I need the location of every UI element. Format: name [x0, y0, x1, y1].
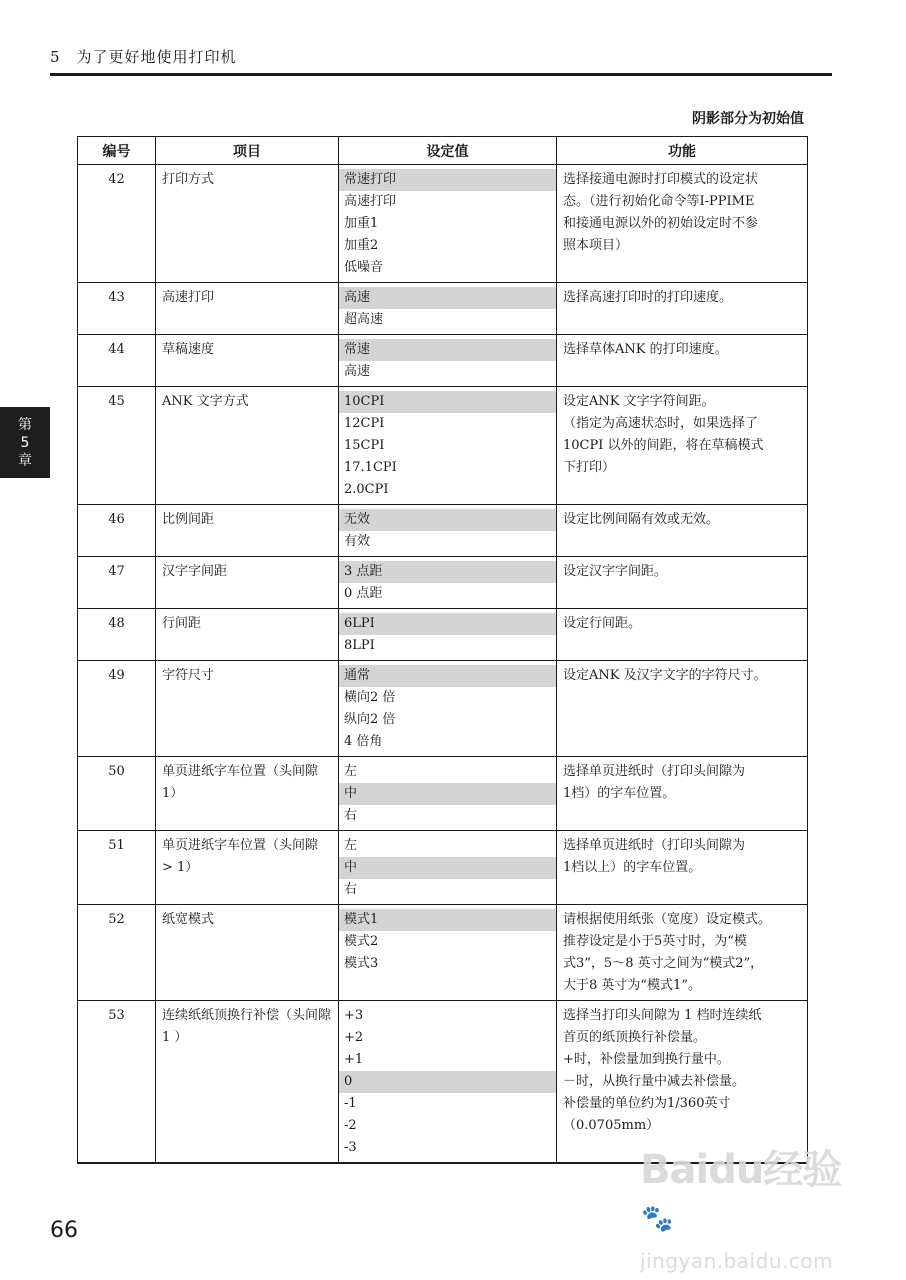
setting-value: 纵向2 倍 — [344, 712, 396, 727]
setting-value-default: 6LPI — [339, 613, 556, 635]
setting-value: 4 倍角 — [344, 734, 383, 749]
row-number: 44 — [78, 335, 156, 387]
setting-value-default: 无效 — [339, 509, 556, 531]
column-header-function: 功能 — [557, 137, 808, 165]
row-number: 42 — [78, 165, 156, 283]
page-number: 66 — [50, 1218, 78, 1243]
function-line: （0.0705mm） — [563, 1118, 660, 1133]
function-line: 1档）的字车位置。 — [563, 786, 676, 801]
setting-value: 17.1CPI — [344, 460, 397, 475]
function-line: 式3”，5～8 英寸之间为“模式2”， — [563, 956, 764, 971]
setting-value-default: 0 — [339, 1071, 556, 1093]
row-number: 43 — [78, 283, 156, 335]
row-function — [557, 1001, 808, 1164]
row-number: 53 — [78, 1001, 156, 1164]
setting-value: +3 — [344, 1008, 364, 1023]
setting-value-default: 高速 — [339, 287, 556, 309]
function-line: 设定ANK 及汉字文字的字符尺寸。 — [563, 668, 767, 683]
header-chapter-number: 5 — [50, 48, 61, 66]
setting-value-default: 中 — [339, 783, 556, 805]
function-line: （指定为高速状态时，如果选择了 — [563, 416, 759, 431]
setting-value: 加重1 — [344, 216, 379, 231]
function-line: +时，补偿量加到换行量中。 — [563, 1052, 730, 1067]
setting-value-default: 模式1 — [339, 909, 556, 931]
column-header-item: 项目 — [156, 137, 339, 165]
row-item: 行间距 — [156, 609, 339, 661]
row-number: 51 — [78, 831, 156, 905]
setting-value-default: 3 点距 — [339, 561, 556, 583]
setting-value: 2.0CPI — [344, 482, 389, 497]
row-number: 46 — [78, 505, 156, 557]
row-setting-values — [339, 757, 557, 831]
row-item: 高速打印 — [156, 283, 339, 335]
row-number: 52 — [78, 905, 156, 1001]
table-row — [78, 757, 808, 831]
header-title: 为了更好地使用打印机 — [76, 48, 237, 66]
table-row — [78, 661, 808, 757]
table-body — [78, 165, 808, 1164]
row-function — [557, 831, 808, 905]
function-line: 设定ANK 文字字符间距。 — [563, 394, 715, 409]
setting-value-default: 通常 — [339, 665, 556, 687]
table-row — [78, 905, 808, 1001]
column-header-number: 编号 — [78, 137, 156, 165]
table-row — [78, 283, 808, 335]
setting-value: -2 — [344, 1118, 357, 1133]
chapter-tab-line-3: 章 — [18, 452, 32, 469]
table-row — [78, 557, 808, 609]
setting-value: 左 — [344, 838, 358, 853]
setting-value: 模式2 — [344, 934, 379, 949]
row-function — [557, 557, 808, 609]
column-header-setting: 设定值 — [339, 137, 557, 165]
row-setting-values — [339, 831, 557, 905]
function-line: 大于8 英寸为“模式1”。 — [563, 978, 701, 993]
function-line: 1档以上）的字车位置。 — [563, 860, 702, 875]
function-line: 选择当打印头间隙为 1 档时连续纸 — [563, 1008, 762, 1023]
row-setting-values — [339, 283, 557, 335]
paw-icon: 🐾 — [641, 1204, 673, 1234]
chapter-tab-line-1: 第 — [18, 416, 32, 433]
shading-note: 阴影部分为初始值 — [692, 111, 804, 127]
row-item: 连续纸纸顶换行补偿（头间隙 1 ） — [156, 1001, 339, 1164]
function-line: 照本项目） — [563, 238, 629, 253]
setting-value: -1 — [344, 1096, 357, 1111]
table-row — [78, 1001, 808, 1164]
setting-value: 有效 — [344, 534, 371, 549]
row-function — [557, 387, 808, 505]
row-item: 字符尺寸 — [156, 661, 339, 757]
row-function — [557, 335, 808, 387]
setting-value: 15CPI — [344, 438, 385, 453]
function-line: 设定汉字字间距。 — [563, 564, 668, 579]
row-number: 48 — [78, 609, 156, 661]
chapter-tab — [0, 407, 50, 478]
table-header-row — [78, 137, 808, 165]
function-line: 首页的纸顶换行补偿量。 — [563, 1030, 707, 1045]
row-item: 汉字字间距 — [156, 557, 339, 609]
baidu-watermark — [640, 1147, 860, 1273]
setting-value: 右 — [344, 808, 358, 823]
function-line: 下打印） — [563, 460, 616, 475]
table-row — [78, 831, 808, 905]
row-function — [557, 505, 808, 557]
row-item: ANK 文字方式 — [156, 387, 339, 505]
function-line: 选择单页进纸时（打印头间隙为 — [563, 764, 746, 779]
row-function — [557, 661, 808, 757]
row-function — [557, 757, 808, 831]
setting-value: -3 — [344, 1140, 357, 1155]
table-row — [78, 505, 808, 557]
setting-value-default: 10CPI — [339, 391, 556, 413]
function-line: 设定行间距。 — [563, 616, 642, 631]
setting-value: 左 — [344, 764, 358, 779]
row-setting-values — [339, 387, 557, 505]
setting-value-default: 中 — [339, 857, 556, 879]
watermark-url: jingyan.baidu.com — [640, 1249, 834, 1273]
row-number: 47 — [78, 557, 156, 609]
row-setting-values — [339, 335, 557, 387]
row-item: 单页进纸字车位置（头间隙 1） — [156, 757, 339, 831]
setting-value: 低噪音 — [344, 260, 384, 275]
setting-value: 8LPI — [344, 638, 375, 653]
row-setting-values — [339, 609, 557, 661]
setting-value-default: 常速打印 — [339, 169, 556, 191]
setting-value: 加重2 — [344, 238, 379, 253]
row-setting-values — [339, 661, 557, 757]
header-rule — [50, 73, 832, 76]
row-number: 50 — [78, 757, 156, 831]
setting-value: 右 — [344, 882, 358, 897]
setting-value: 12CPI — [344, 416, 385, 431]
table-row — [78, 609, 808, 661]
setting-value: 高速打印 — [344, 194, 397, 209]
row-item: 草稿速度 — [156, 335, 339, 387]
watermark-logo-text: Baidu经验 — [640, 1147, 842, 1193]
table-row — [78, 335, 808, 387]
row-item: 打印方式 — [156, 165, 339, 283]
function-line: 和接通电源以外的初始设定时不参 — [563, 216, 759, 231]
row-item: 纸宽模式 — [156, 905, 339, 1001]
function-line: 补偿量的单位约为1/360英寸 — [563, 1096, 731, 1111]
chapter-tab-line-2: 5 — [20, 434, 30, 451]
function-line: 请根据使用纸张（宽度）设定模式。 — [563, 912, 772, 927]
function-line: 选择高速打印时的打印速度。 — [563, 290, 733, 305]
row-setting-values — [339, 165, 557, 283]
watermark-logo — [640, 1148, 860, 1241]
table-row — [78, 165, 808, 283]
function-line: 选择草体ANK 的打印速度。 — [563, 342, 728, 357]
row-setting-values — [339, 905, 557, 1001]
function-line: 选择接通电源时打印模式的设定状 — [563, 172, 759, 187]
settings-table — [77, 136, 808, 1164]
setting-value: 横向2 倍 — [344, 690, 396, 705]
row-function — [557, 905, 808, 1001]
row-setting-values — [339, 505, 557, 557]
setting-value-default: 常速 — [339, 339, 556, 361]
row-function — [557, 283, 808, 335]
setting-value: 模式3 — [344, 956, 379, 971]
table-row — [78, 387, 808, 505]
row-item: 单页进纸字车位置（头间隙 > 1） — [156, 831, 339, 905]
row-function — [557, 165, 808, 283]
row-setting-values — [339, 557, 557, 609]
setting-value: 超高速 — [344, 312, 384, 327]
function-line: 推荐设定是小于5英寸时，为“模 — [563, 934, 747, 949]
running-header — [50, 46, 237, 67]
row-setting-values — [339, 1001, 557, 1164]
row-number: 49 — [78, 661, 156, 757]
function-line: －时，从换行量中减去补偿量。 — [563, 1074, 746, 1089]
row-item: 比例间距 — [156, 505, 339, 557]
setting-value: 0 点距 — [344, 586, 383, 601]
row-function — [557, 609, 808, 661]
function-line: 态。（进行初始化命令等I-PPIME — [563, 194, 755, 209]
function-line: 选择单页进纸时（打印头间隙为 — [563, 838, 746, 853]
setting-value: 高速 — [344, 364, 371, 379]
setting-value: +1 — [344, 1052, 364, 1067]
function-line: 10CPI 以外的间距，将在草稿模式 — [563, 438, 764, 453]
row-number: 45 — [78, 387, 156, 505]
function-line: 设定比例间隔有效或无效。 — [563, 512, 720, 527]
setting-value: +2 — [344, 1030, 364, 1045]
